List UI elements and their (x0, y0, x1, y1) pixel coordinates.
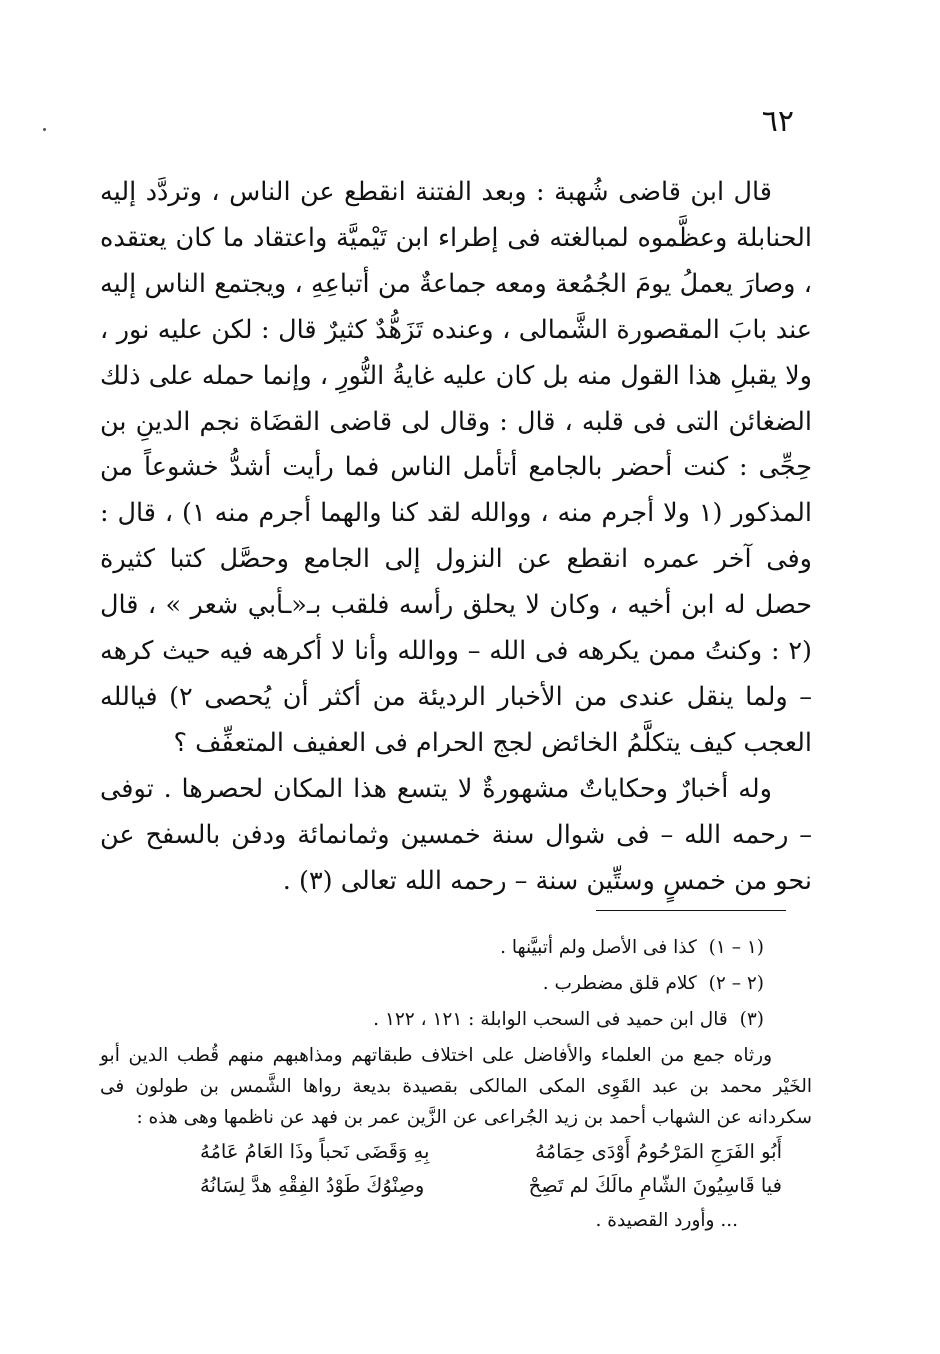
verse-second-hemistich: بِهِ وَقَضَى نَحباً وذَا العَامُ عَامُهُ (200, 1140, 430, 1163)
footnote-text: كلام قلق مضطرب . (542, 973, 697, 994)
page-number: ٦٢ (761, 104, 794, 139)
footnote-mark: (٢ – ٢) (708, 973, 764, 994)
footnote-mark: (١ – ١) (708, 937, 764, 958)
footnote-mark: (٣) (739, 1009, 764, 1030)
footnote-text: قال ابن حميد فى السحب الوابلة : ١٢١ ، ١٢٢ . (373, 1009, 728, 1030)
footnote (100, 1002, 812, 1038)
footnotes-section (100, 930, 812, 1239)
verse-first-hemistich: أَبُو الفَرَجِ المَرْحُومُ أَوْدَى حِمَامُهُ (535, 1140, 782, 1163)
footnote-continuation: ورثاه جمع من العلماء والأفاضل على اختلاف طبقاتهم ومذاهبهم منهم قُطب الدين أبو الخَيْر محمد بن عبد القَوِى المكى المالكى بقصيدة بديعة رواها الشَّمس بن طولون فى سكردانه عن الشهاب أحمد بن زيد الجُراعى عن الزَّين عمر بن فهد عن ناظمها وهى هذه : (100, 1045, 812, 1128)
poem-verses (100, 1135, 812, 1203)
footnote (100, 966, 812, 1002)
footnote (100, 930, 812, 966)
verse-line (200, 1135, 782, 1169)
verse-first-hemistich: فيا قَاسِيُونَ الشّامِ مالَكَ لم تَصِحْ (528, 1174, 782, 1197)
footnote-closing: ... وأورد القصيدة . (595, 1210, 738, 1231)
verse-line (200, 1169, 782, 1203)
margin-speck (43, 128, 46, 131)
footnote-divider (596, 910, 786, 911)
verse-second-hemistich: وصِنْوُكَ طَوْدُ الفِقْهِ هدَّ لِسَانُهُ (200, 1174, 425, 1197)
body-paragraph: قال ابن قاضى شُهبة : وبعد الفتنة انقطع عن الناس ، وتردَّد إليه الحنابلة وعظَّموه لمبالغته فى إطراء ابن تَيْميَّة واعتقاد ما كان يعتقده ، وصارَ يعملُ يومَ الجُمُعة ومعه جماعةٌ من أتباعِهِ ، ويجتمع الناس إليه عند بابَ المقصورة الشَّمالى ، وعنده تَزَهُّدٌ كثيرٌ قال : لكن عليه نور ، ولا يقبلِ هذا القول منه بل كان عليه غايةُ النُّورِ ، وإنما حمله على ذلك الضغائن التى فى قلبه ، قال : وقال لى قاضى القضَاة نجم الدينِ بن حِجِّى : كنت أحضر بالجامع أتأمل الناس فما رأيت أشدُّ خشوعاً من المذكور (١ ولا أجرم منه ، ووالله لقد كنا والهما أجرم منه ١) ، قال : وفى آخر عمره انقطع عن النزول إلى الجامع وحصَّل كتبا كثيرة حصل له ابن أخيه ، وكان لا يحلق رأسه فلقب بـ«ـأبي شعر » ، قال (٢ : وكنتُ ممن يكرهه فى الله – ووالله وأنا لا أكرهه فيه حيث كرهه – ولما ينقل عندى من الأخبار الرديئة من أكثر أن يُحصى ٢) فيالله العجب كيف يتكلَّمُ الخائض لجج الحرام فى العفيف المتعفِّف ؟ (100, 177, 813, 758)
main-text (100, 170, 812, 905)
footnote-text: كذا فى الأصل ولم أتبيَّنها . (500, 937, 697, 958)
body-paragraph: وله أخبارٌ وحكاياتٌ مشهورةٌ لا يتسع هذا المكان لحصرها . توفى – رحمه الله – فى شوال سنة خمسين وثمانمائة ودفن بالسفح عن نحو من خمسٍ وستِّين سنة – رحمه الله تعالى (٣) . (100, 773, 812, 896)
